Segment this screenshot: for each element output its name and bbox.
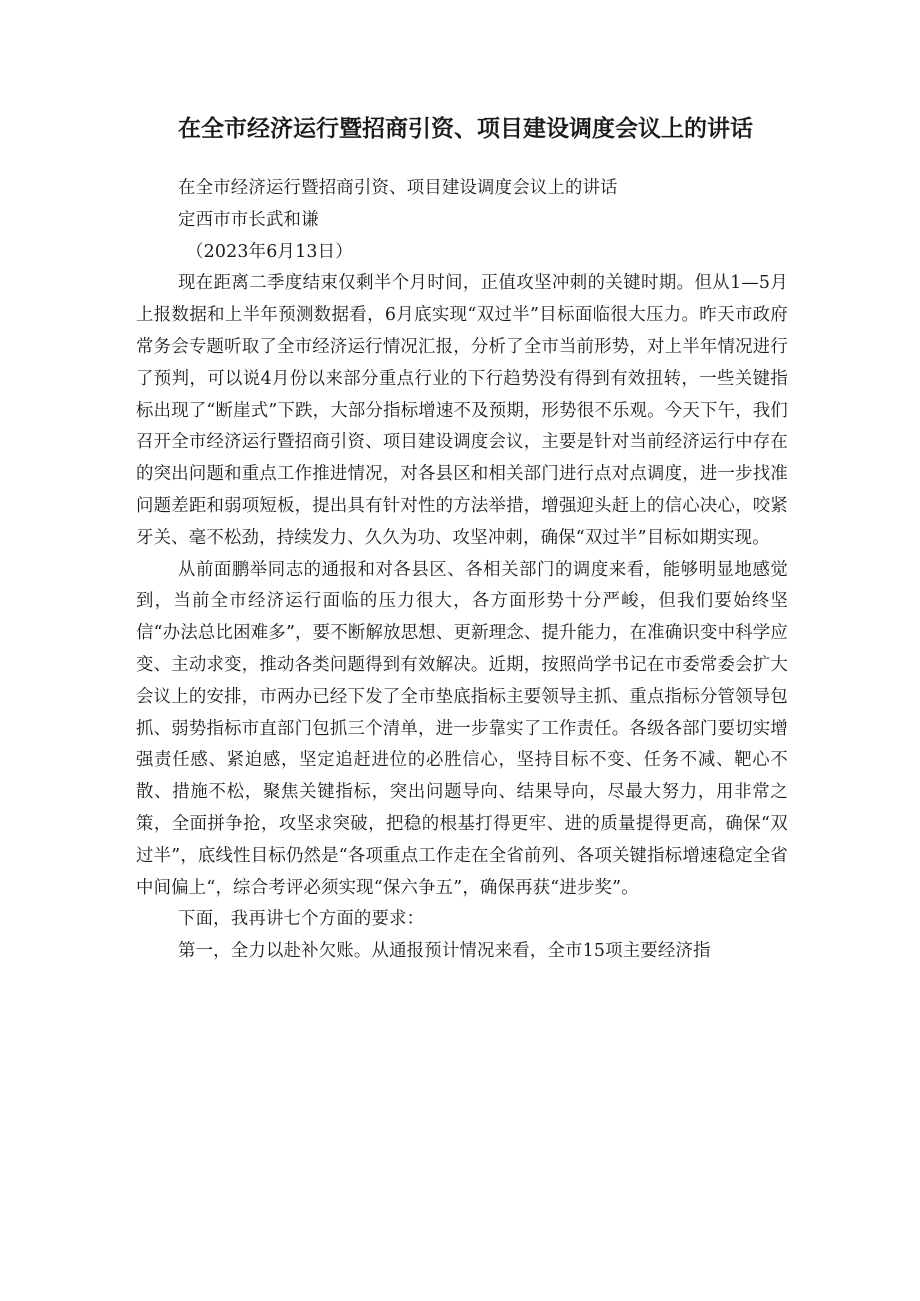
speech-date: （2023年6月13日） (186, 241, 353, 262)
document-body (136, 173, 788, 968)
paragraph-1: 现在距离二季度结束仅剩半个月时间，正值攻坚冲刺的关键时期。但从1—5月上报数据和上半年预测数据看，6月底实现“双过半”目标面临很大压力。昨天市政府常务会专题听取了全市经济运行情况汇报，分析了全市当前形势，对上半年情况进行了预判，可以说4月份以来部分重点行业的下行趋势没有得到有效扭转，一些关键指标出现了“断崖式”下跌，大部分指标增速不及预期，形势很不乐观。今天下午，我们召开全市经济运行暨招商引资、项目建设调度会议，主要是针对当前经济运行中存在的突出问题和重点工作推进情况，对各县区和相关部门进行点对点调度，进一步找准问题差距和弱项短板，提出具有针对性的方法举措，增强迎头赶上的信心决心，咬紧牙关、毫不松劲，持续发力、久久为功、攻坚冲刺，确保“双过半”目标如期实现。 (136, 273, 788, 548)
speaker-line: 定西市市长武和谦 (178, 209, 319, 230)
document-title: 在全市经济运行暨招商引资、项目建设调度会议上的讲话 (178, 116, 753, 142)
subtitle: 在全市经济运行暨招商引资、项目建设调度会议上的讲话 (178, 178, 618, 198)
paragraph-3: 下面，我再讲七个方面的要求： (178, 909, 425, 930)
paragraph-2: 从前面鹏举同志的通报和对各县区、各相关部门的调度来看，能够明显地感觉到，当前全市经济运行面临的压力很大，各方面形势十分严峻，但我们要始终坚信“办法总比困难多”，要不断解放思想、更新理念、提升能力，在准确识变中科学应变、主动求变，推动各类问题得到有效解决。近期，按照尚学书记在市委常委会扩大会议上的安排，市两办已经下发了全市垫底指标主要领导主抓、重点指标分管领导包抓、弱势指标市直部门包抓三个清单，进一步靠实了工作责任。各级各部门要切实增强责任感、紧迫感，坚定追赶进位的必胜信心，坚持目标不变、任务不减、靶心不散、措施不松，聚焦关键指标，突出问题导向、结果导向，尽最大努力，用非常之策，全面拼争抢，攻坚求突破，把稳的根基打得更牢、进的质量提得更高，确保“双过半”，底线性目标仍然是“各项重点工作走在全省前列、各项关键指标增速稳定全省中间偏上“，综合考评必须实现“保六争五”，确保再获“进步奖”。 (136, 559, 788, 898)
paragraph-4: 第一，全力以赴补欠账。从通报预计情况来看，全市15项主要经济指 (178, 941, 711, 962)
